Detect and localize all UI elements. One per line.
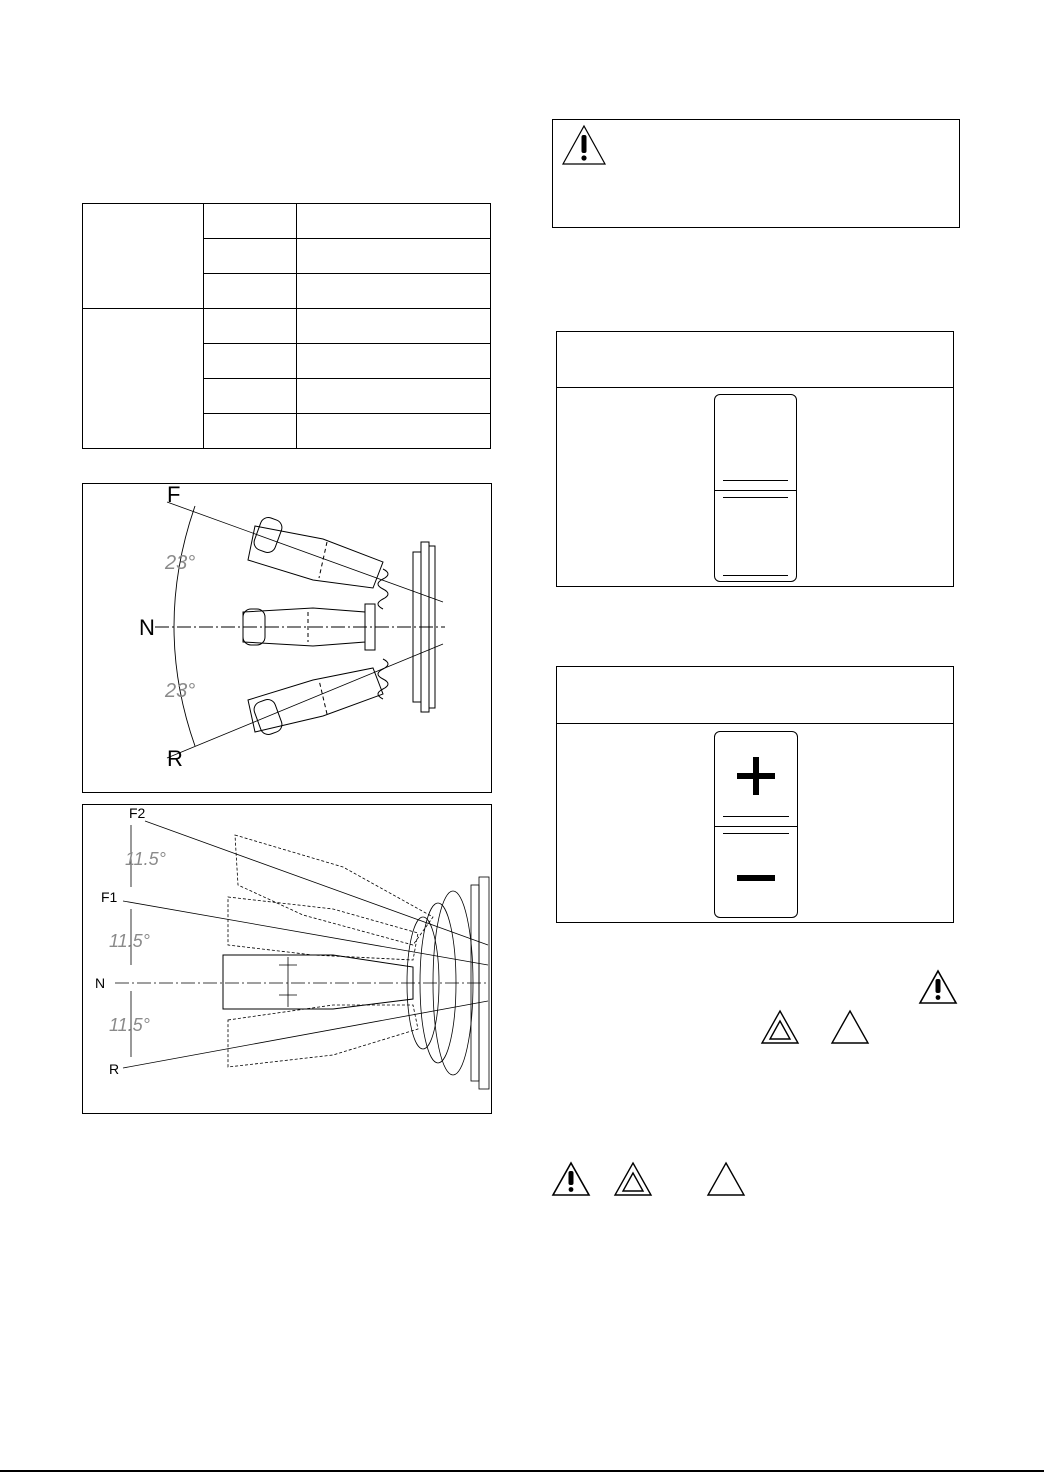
angle-f2-f1: 11.5° xyxy=(125,849,166,869)
label-reverse: R xyxy=(167,746,183,771)
angle-upper: 23° xyxy=(165,552,196,574)
label-neutral-2: N xyxy=(95,975,106,991)
switch-panel-2 xyxy=(556,666,954,923)
minus-symbol xyxy=(737,875,775,881)
table-cell xyxy=(203,204,297,239)
angle-n-r: 11.5° xyxy=(109,1015,150,1035)
warning-exclamation-icon xyxy=(918,969,958,1005)
label-forward: F xyxy=(167,482,181,507)
table-group-cell-1 xyxy=(83,204,204,309)
table-cell xyxy=(203,414,297,449)
label-forward-1: F1 xyxy=(101,889,118,905)
switch-panel-1 xyxy=(556,331,954,587)
panel-divider xyxy=(557,387,953,388)
table-cell xyxy=(297,274,491,309)
table-cell xyxy=(297,309,491,344)
angle-f1-n: 11.5° xyxy=(109,931,150,951)
lever-diagram-4-position xyxy=(82,804,492,1114)
table-cell xyxy=(297,239,491,274)
rocker-switch-plus-minus[interactable] xyxy=(714,731,798,918)
caution-box xyxy=(552,119,960,228)
label-forward-2: F2 xyxy=(129,805,146,821)
specification-table xyxy=(82,203,491,449)
table-cell xyxy=(297,414,491,449)
lever-diagram-3-position xyxy=(82,483,492,793)
label-neutral: N xyxy=(139,615,155,640)
table-cell xyxy=(203,379,297,414)
plus-vertical xyxy=(753,757,759,795)
double-triangle-icon xyxy=(760,1009,800,1045)
table-cell xyxy=(297,379,491,414)
table-cell xyxy=(203,239,297,274)
page-bottom-rule xyxy=(0,1470,1044,1472)
table-cell xyxy=(203,309,297,344)
panel-divider xyxy=(557,723,953,724)
double-triangle-icon xyxy=(613,1161,653,1197)
warning-exclamation-icon xyxy=(561,124,607,166)
table-cell xyxy=(203,274,297,309)
empty-triangle-icon xyxy=(830,1009,870,1045)
empty-triangle-icon xyxy=(706,1161,746,1197)
table-cell xyxy=(203,344,297,379)
table-cell xyxy=(297,344,491,379)
label-reverse-2: R xyxy=(109,1061,120,1077)
table-cell xyxy=(297,204,491,239)
rocker-switch-blank[interactable] xyxy=(714,394,797,582)
table-group-cell-2 xyxy=(83,309,204,449)
angle-lower: 23° xyxy=(165,680,196,702)
warning-exclamation-icon xyxy=(551,1161,591,1197)
